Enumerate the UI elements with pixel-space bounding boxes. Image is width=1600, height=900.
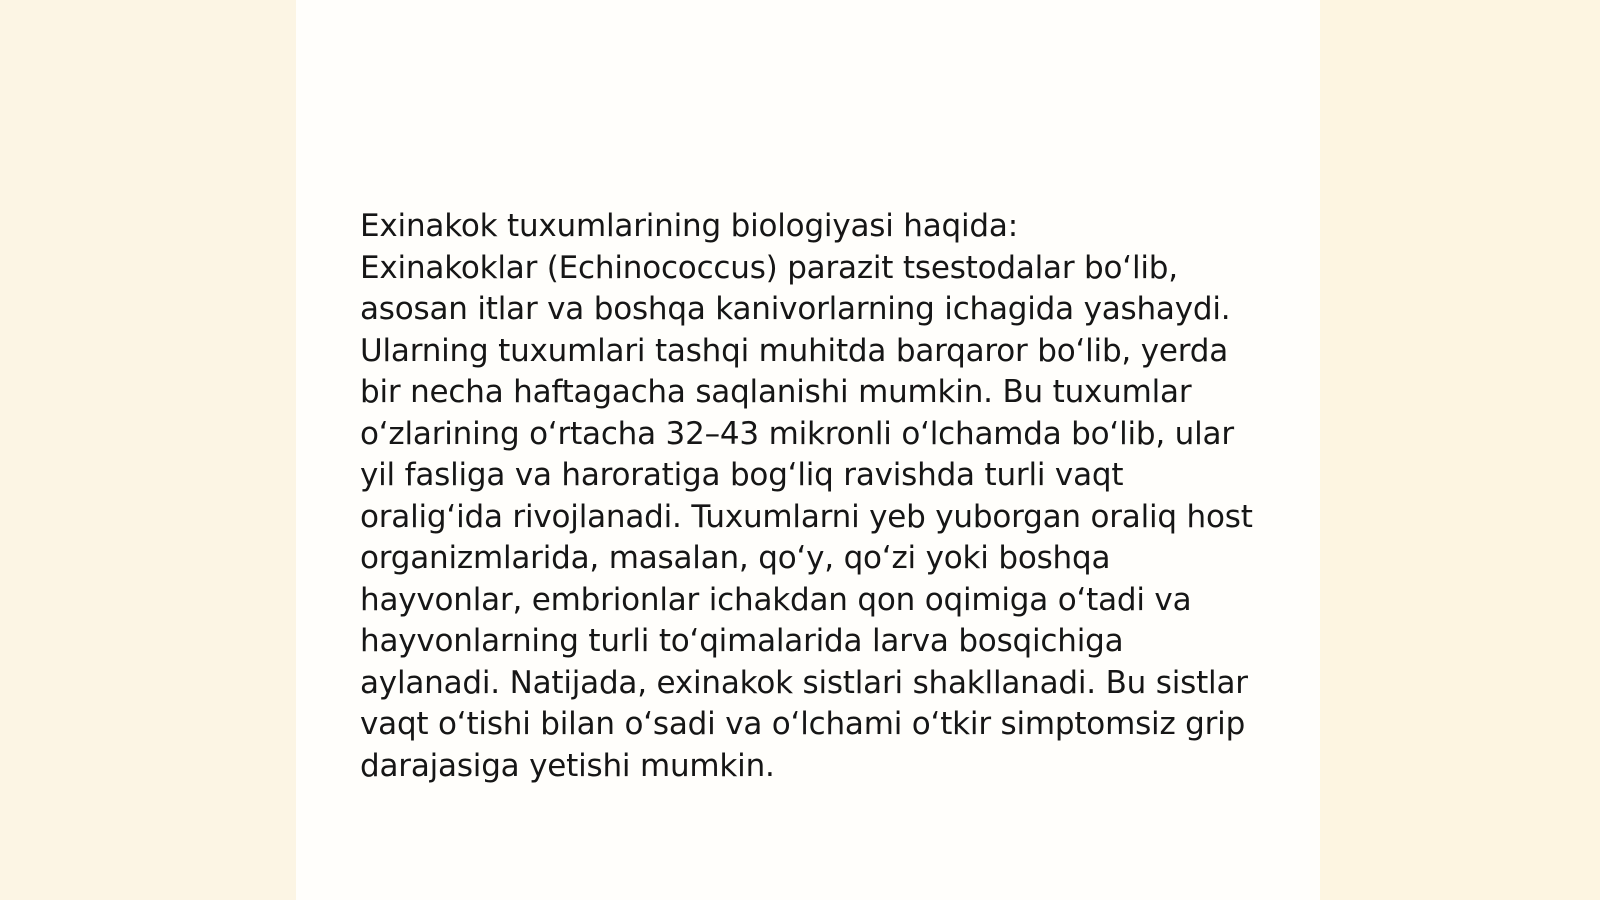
right-margin-panel xyxy=(1320,0,1600,900)
left-margin-panel xyxy=(0,0,296,900)
document-heading: Exinakok tuxumlarining biologiyasi haqida: xyxy=(360,208,1018,244)
document-page xyxy=(296,0,1320,900)
document-content xyxy=(360,206,1260,787)
document-body: Exinakoklar (Echinococcus) parazit tsestodalar bo‘lib, asosan itlar va boshqa kanivorlarning ichagida yashaydi. Ularning tuxumlari tashqi muhitda barqaror bo‘lib, yerda bir necha haftagacha saqlanishi mumkin. Bu tuxumlar o‘zlarining o‘rtacha 32–43 mikronli o‘lchamda bo‘lib, ular yil fasliga va haroratiga bog‘liq ravishda turli vaqt oralig‘ida rivojlanadi. Tuxumlarni yeb yuborgan oraliq host organizmlarida, masalan, qo‘y, qo‘zi yoki boshqa hayvonlar, embrionlar ichakdan qon oqimiga o‘tadi va hayvonlarning turli to‘qimalarida larva bosqichiga aylanadi. Natijada, exinakok sistlari shakllanadi. Bu sistlar vaqt o‘tishi bilan o‘sadi va o‘lchami o‘tkir simptomsiz grip darajasiga yetishi mumkin. xyxy=(360,249,1253,784)
